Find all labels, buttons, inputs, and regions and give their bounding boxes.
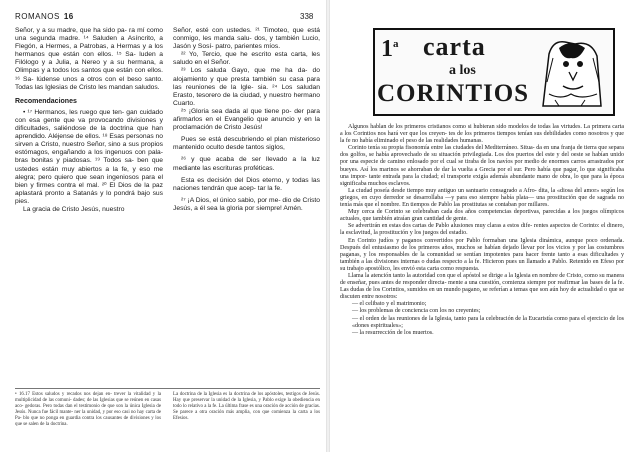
- title-number: 1$^a$: [381, 36, 399, 62]
- book-name: ROMANOS: [15, 12, 60, 21]
- title-word-carta: carta: [423, 32, 486, 61]
- paragraph: Se advertirán en estas dos cartas de Pablo alusiones muy claras a estos dife- rentes aspectos de Corinto: el dinero, la esclavitud, la prostitución y los juegos del estadio.: [340, 223, 624, 237]
- paragraph: Algunos hablan de los primeros cristianos como si hubieran sido modelos de todas las virtudes. La primera carta a los Corintios nos hará ver que los creyen- tes de los primeros tiempos tenían sus debilidades como nosotros y que la fe no había eliminado el peso de las realidades humanas.: [340, 124, 624, 145]
- paragraph: Muy cerca de Corinto se celebraban cada dos años competencias deportivas, parecidas a los juegos olímpicos actuales, que también atraían gran cantidad de gente.: [340, 209, 624, 223]
- paragraph: ²⁶ y que acaba de ser llevado a la luz mediante las escrituras proféticas.: [173, 156, 320, 172]
- paragraph: La ciudad poseía desde tiempo muy antiguo un santuario consagrado a Afro- dita, la «diosa del amor» según los griegos, en cuyo derredor se desarrollaba —y para eso siempre había plata— una prostitución que de sagrada no tenía más que el nombre. En tiempos de Pablo las prostitutas se contaban por millares.: [340, 187, 624, 209]
- page-number: 338: [300, 12, 314, 21]
- book-gutter: [326, 0, 330, 452]
- title-connector: a los: [449, 63, 476, 78]
- list-item: — los problemas de conciencia con los no creyentes;: [352, 308, 481, 315]
- paragraph: Corinto tenía su propia fisonomía entre las ciudades del Mediterráneo. Situa- da en una franja de tierra que separa dos golfos, se había aprovechado de su situación privilegiada. Los dos puertos del este y del oeste se habían unido por una especie de camino enlosado por el cual se tiraba de los navíos por medio de enormes carros arrastrados por bueyes. Así los marinos se ahorraban de dar la vuelta a Grecia por el sur. Pero había que pagar, lo que significaba una impor- tante entrada para la ciudad; el transporte exigía además abundante mano de obra, lo que para la época significaba muchos esclavos.: [340, 145, 624, 187]
- chapter-number: 16: [63, 12, 74, 21]
- paragraph: Pues se está descubriendo el plan misterioso mantenido oculto desde tantos siglos,: [173, 136, 320, 152]
- recommendations-paragraph: • ¹⁷ Hermanos, les ruego que ten- gan cuidado con esa gente que va provocando divisiones y dificultades, saliéndose de la doctrina que han aprendido. Aléjense de ellos. ¹⁸ Esas personas no sirven a Cristo, nuestro Señor, sino a sus propios estómagos, engañando a los ingenuos con pala- bras bonitas y piadosas. ¹⁹ Todos sa- ben que ustedes están muy abiertos a la fe, y eso me alegra; pero quiero que sean ingeniosos para el bien y firmes contra el mal. ²⁰ El Dios de la paz aplastará pronto a Satanás y lo pondrá bajo sus pies.: [15, 108, 163, 205]
- list-item: — el orden de las reuniones de la Iglesia, tanto para la celebración de la Eucaristía como para el ejercicio de los «dones espirituales»;: [352, 315, 624, 329]
- list-item: — el celibato y el matrimonio;: [352, 301, 427, 308]
- footnote: La doctrina de la Iglesia es la doctrina de los apóstoles, testigos de Jesús. Hay que preservar la unidad de la Iglesia, y Pablo exige la obediencia en todo lo relativo a la fe. La última frase es una oración de acción de gracias. Se parece a otra oración más amplia, con que comienza la carta a los Efesios.: [173, 392, 320, 421]
- title-banner: [373, 28, 615, 116]
- paragraph: Llama la atención tanto la autoridad con que el apóstol se dirige a la Iglesia en nombre de Cristo, como su manera de enseñar, pues antes de responder directa- mente a una cuestión, comienza siempre por reafirmar las bases de la fe. Las dudas de los Corintios, sumidos en un mundo pagano, se referían a temas que son aún hoy de actualidad o que se discuten entre nosotros:: [340, 272, 624, 301]
- list-item: — la resurrección de los muertos.: [352, 329, 434, 336]
- running-header: [15, 12, 74, 21]
- paragraph: En Corinto judíos y paganos convertidos por Pablo formaban una Iglesia dinámica, aunque poco ordenada. Después del entusiasmo de los primeros años, muchos se habían dejado llevar por los vicios y por las costumbres paganas, y los responsables de la comunidad se sentían impotentes para hacer frente tanto a esas dificultades y también a las divisiones internas o dudas respecto a la fe. Hicieron pues un llamado a Pablo. Retenido en Efeso por su trabajo apostólico, les envió esta carta como respuesta.: [340, 237, 624, 272]
- left-column-2: [173, 27, 320, 213]
- paragraph: Señor, esté con ustedes. ²¹ Timoteo, que está conmigo, les manda salu- dos, y también Lucio, Jasón y Sosí- patro, parientes míos.: [173, 27, 320, 51]
- title-word-corintios: CORINTIOS: [377, 80, 530, 107]
- footnote: • 16.17 Estos saludos y recados nos dejan en- trever la vitalidad y la multiplicidad de las comuni- dades; de las Iglesias que se reúnen en casas aco- gedoras. Pero todas dan el testimonio de que son la única Iglesia de Jesús. Nunca fue fácil mante- ner la unidad, y por eso casi no hay carta de Pa- blo que no ponga en guardia contra los causantes de divisiones y los que se salen de la doctrina.: [15, 392, 161, 427]
- section-heading: Recomendaciones: [15, 97, 77, 105]
- paragraph: ²⁵ ¡Gloria sea dada al que tiene po- der para afirmarlos en el Evangelio que anuncio y en la proclamación de Cristo Jesús!: [173, 107, 320, 132]
- illustration-icon: [535, 34, 607, 110]
- footnote-divider: [15, 388, 320, 389]
- left-column-1: [15, 27, 163, 214]
- paragraph: ²⁷ ¡A Dios, el único sabio, por me- dio de Cristo Jesús, a él sea la gloria por siempre! Amén.: [173, 196, 320, 212]
- grace-paragraph: La gracia de Cristo Jesús, nuestro: [23, 205, 125, 213]
- introduction-text: [340, 124, 624, 337]
- paragraph: ²² Yo, Tercio, que he escrito esta carta, les saludo en el Señor.: [173, 51, 320, 67]
- paragraph: ²³ Los saluda Gayo, que me ha da- do alojamiento y que presta también su casa para las reuniones de la Igle- sia. ²⁴ Los saludan Erasto, tesorero de la ciudad, y nuestro hermano Cuarto.: [173, 67, 320, 107]
- paragraph: Esta es decisión del Dios eterno, y todas las naciones tendrán que acep- tar la fe.: [173, 176, 320, 192]
- greetings-paragraph: Señor, y a su madre, que ha sido pa- ra mí como una segunda madre. ¹⁴ Saluden a Asíncrito, a Flegón, a Hermes, a Patrobas, a Hermas y a los hermanos que están con ellos. ¹⁵ Sa- luden a Filólogo y a Julia, a Nereo y a su hermana, a Olimpas y a todos los santos que están con ellos. ¹⁶ Sa- lúdense unos a otros con el beso santo. Todas las Iglesias de Cristo les mandan saludos.: [15, 27, 163, 91]
